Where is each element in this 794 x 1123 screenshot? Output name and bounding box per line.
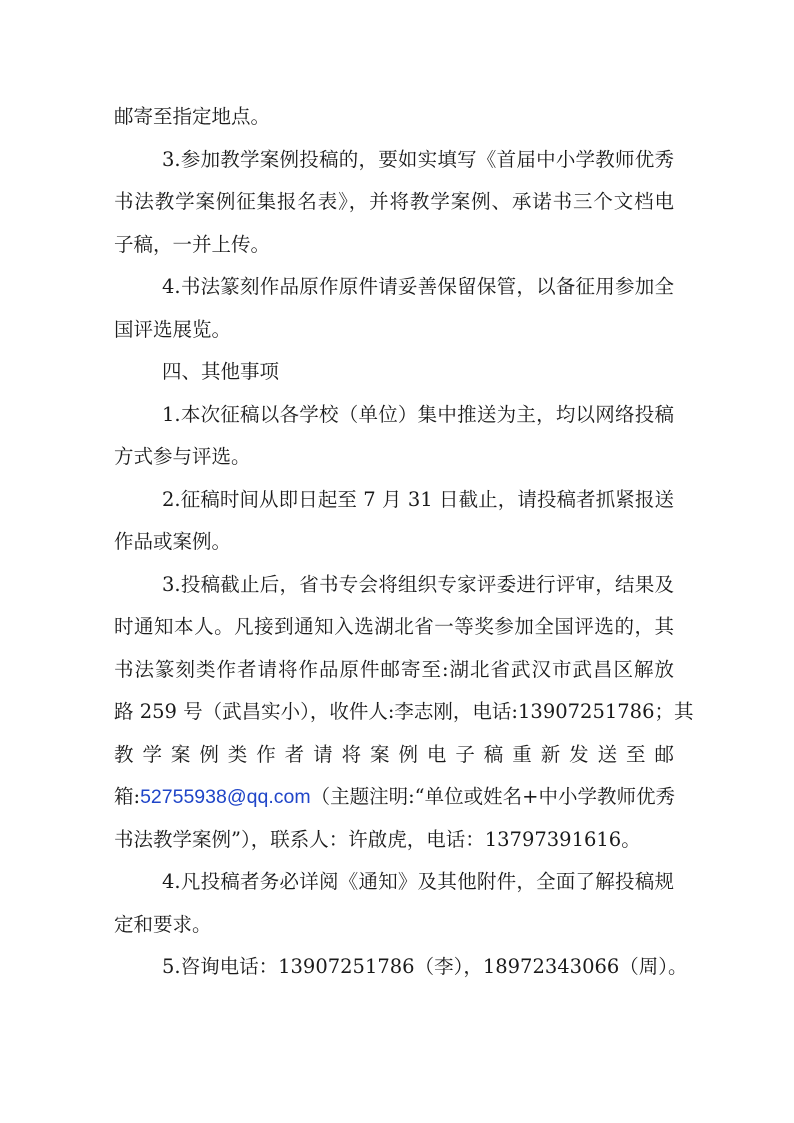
paragraph-line: 书法篆刻类作者请将作品原件邮寄至:湖北省武汉市武昌区解放 bbox=[114, 658, 674, 681]
paragraph-line: 书法教学案例征集报名表》，并将教学案例、承诺书三个文档电 bbox=[114, 190, 674, 213]
paragraph-line: 4.凡投稿者务必详阅《通知》及其他附件，全面了解投稿规 bbox=[162, 870, 674, 893]
paragraph-line: 定和要求。 bbox=[114, 913, 212, 936]
email-link[interactable]: 52755938@qq.com bbox=[140, 786, 311, 808]
paragraph-line: 方式参与评选。 bbox=[114, 445, 251, 468]
section-heading: 四、其他事项 bbox=[162, 360, 280, 383]
paragraph-line-email bbox=[114, 776, 675, 817]
paragraph-line: 1.本次征稿以各学校（单位）集中推送为主，均以网络投稿 bbox=[162, 403, 674, 426]
paragraph-line: 国评选展览。 bbox=[114, 318, 232, 341]
email-prefix: 箱: bbox=[114, 785, 141, 808]
paragraph-line: 5.咨询电话：13907251786（李），18972343066（周）。 bbox=[162, 955, 688, 978]
paragraph-line: 时通知本人。凡接到通知入选湖北省一等奖参加全国评选的，其 bbox=[114, 615, 674, 638]
paragraph-line: 书法教学案例”），联系人：许啟虎，电话：13797391616。 bbox=[114, 828, 641, 851]
paragraph-line: 路 259 号（武昌实小），收件人:李志刚，电话:13907251786；其 bbox=[114, 700, 694, 723]
paragraph-line: 3.投稿截止后，省书专会将组织专家评委进行评审，结果及 bbox=[162, 573, 674, 596]
paragraph-line: 子稿，一并上传。 bbox=[114, 233, 271, 256]
paragraph-line: 邮寄至指定地点。 bbox=[114, 105, 271, 128]
paragraph-line: 教学案例类作者请将案例电子稿重新发送至邮 bbox=[114, 743, 674, 766]
paragraph-line: 2.征稿时间从即日起至 7 月 31 日截止，请投稿者抓紧报送 bbox=[162, 488, 674, 511]
paragraph-line: 3.参加教学案例投稿的，要如实填写《首届中小学教师优秀 bbox=[162, 148, 674, 171]
email-suffix: （主题注明:“单位或姓名+中小学教师优秀 bbox=[310, 785, 675, 808]
paragraph-line: 作品或案例。 bbox=[114, 530, 232, 553]
paragraph-line: 4.书法篆刻作品原作原件请妥善保留保管，以备征用参加全 bbox=[162, 275, 674, 298]
